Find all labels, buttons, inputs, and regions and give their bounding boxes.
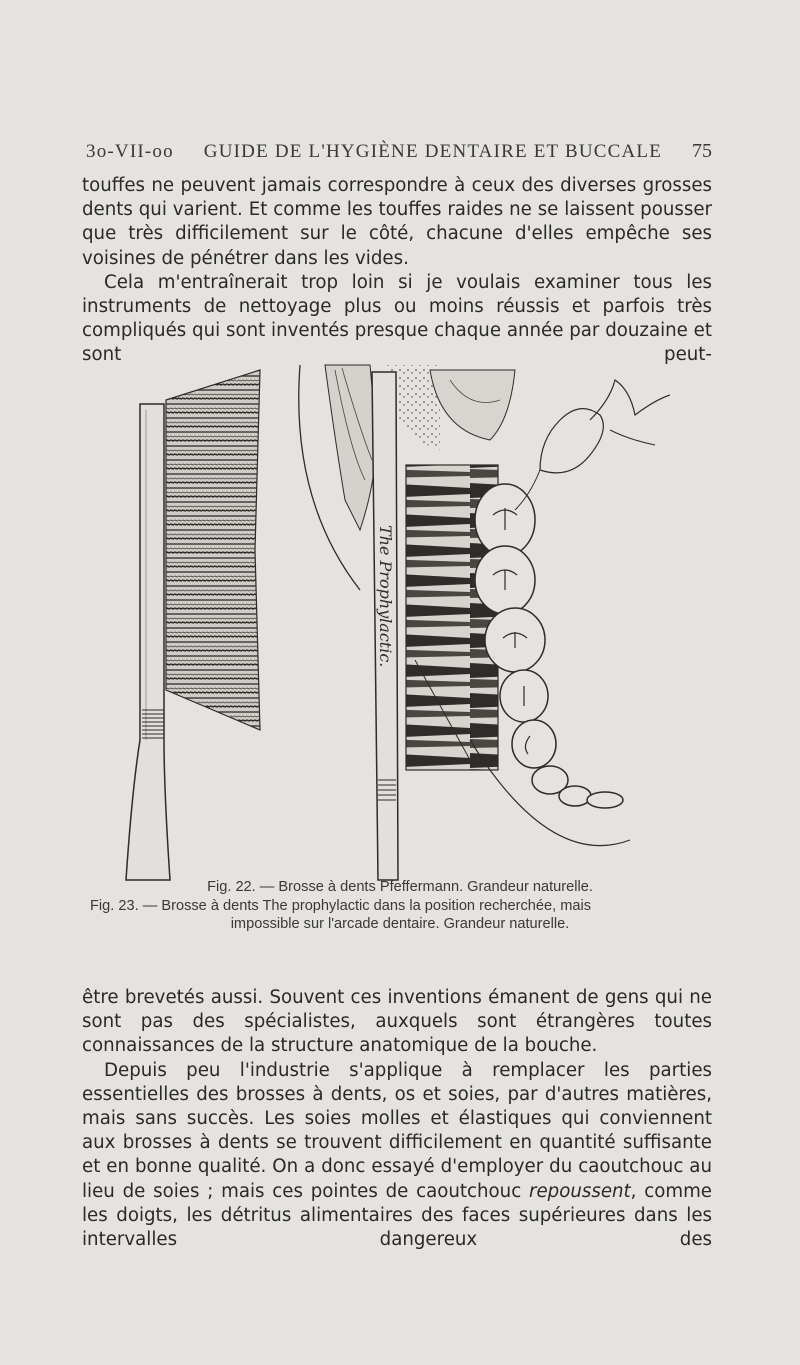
prophylactic-brush-with-arch [299, 365, 670, 880]
caption-fig-23-line2: impossible sur l'arcade dentaire. Grandeur naturelle. [230, 916, 570, 932]
handle-inscription: The Prophylactic. [376, 525, 395, 668]
toothbrush-figure [110, 360, 670, 890]
caption-fig-23-line1: Fig. 23. — Brosse à dents The prophylactic dans la position recherchée, mais [90, 898, 592, 914]
caption-fig-23 [90, 897, 710, 933]
paragraph-brevetes: être brevetés aussi. Souvent ces inventions émanent de gens qui ne sont pas des spécialistes, auxquels sont étrangères toutes connaissances de la structure anatomique de la bouche. [82, 987, 712, 1057]
text-block-bottom [82, 986, 712, 1252]
paragraph-industrie [82, 1059, 712, 1253]
toothbrush-illustration [110, 360, 670, 890]
running-head [86, 140, 712, 168]
emphasis-repoussent: repoussent [529, 1180, 631, 1202]
caption-fig-22: Fig. 22. — Brosse à dents Pfeffermann. Grandeur naturelle. [207, 879, 593, 895]
paragraph-industrie-part1: Depuis peu l'industrie s'applique à remplacer les parties essentielles des brosses à dents, os et soies, par d'autres matières, mais sans succès. Les soies molles et élastiques qui conviennent aux brosses à dents se trouvent difficilement en quantité suffisante et en bonne qualité. On a donc essayé d'employer du caoutchouc au lieu de soies ; mais ces pointes de caoutchouc [82, 1059, 712, 1202]
pfeffermann-brush [126, 370, 260, 880]
paragraph-instruments: Cela m'entraînerait trop loin si je voulais examiner tous les instruments de nettoyage plus ou moins réussis et parfois très compliqués qui sont inventés presque chaque année par douzaine et sont peut- [82, 271, 712, 366]
paragraph-industrie-part2: , comme les doigts, les détritus alimentaires des faces supérieures dans les intervalles dangereux des [82, 1180, 712, 1251]
header-title: GUIDE DE L'HYGIÈNE DENTAIRE ET BUCCALE [203, 141, 663, 162]
text-block-top [82, 174, 712, 368]
paragraph-continued: touffes ne peuvent jamais correspondre à ceux des diverses grosses dents qui varient. Et comme les touffes raides ne se laissent pousser que très difficilement sur le côté, chacune d'elles empêche ses voisines de pénétrer dans les vides. [82, 175, 712, 269]
header-date-ref: 3o-VII-oo [86, 141, 174, 162]
page-number: 75 [691, 140, 712, 162]
